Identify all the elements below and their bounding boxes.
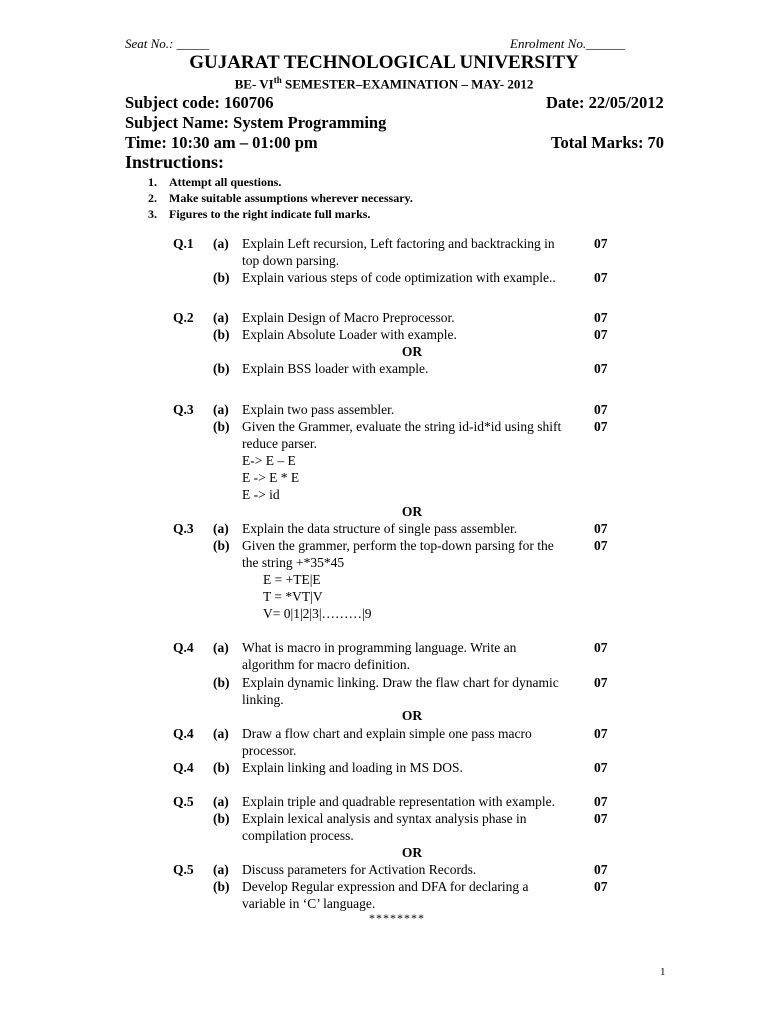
question-text: the string +*35*45 xyxy=(242,555,345,570)
grammar-rule: E -> id xyxy=(242,487,280,502)
grammar-rule: E-> E – E xyxy=(242,453,296,468)
university-title: GUJARAT TECHNOLOGICAL UNIVERSITY xyxy=(189,52,579,73)
instruction-num: 3. xyxy=(148,207,157,221)
question-text: Explain two pass assembler. xyxy=(242,402,395,417)
question-text: compilation process. xyxy=(242,828,354,843)
question-text: Develop Regular expression and DFA for declaring a xyxy=(242,879,529,894)
question-text: Explain Left recursion, Left factoring and backtracking in xyxy=(242,236,555,251)
part-label: (b) xyxy=(213,675,230,690)
part-label: (a) xyxy=(213,640,229,655)
question-text: Explain triple and quadrable representation with example. xyxy=(242,794,556,809)
grammar-rule: T = *VT|V xyxy=(263,589,323,604)
question-text: Given the grammer, perform the top-down parsing for the xyxy=(242,538,554,553)
question-number: Q.5 xyxy=(173,862,194,877)
question-number: Q.1 xyxy=(173,236,194,251)
question-text: Draw a flow chart and explain simple one pass macro xyxy=(242,726,532,741)
exam-suffix: SEMESTER–EXAMINATION – MAY- 2012 xyxy=(281,76,534,92)
question-text: Explain BSS loader with example. xyxy=(242,361,429,376)
question-text: processor. xyxy=(242,743,297,758)
question-text: Explain dynamic linking. Draw the flaw chart for dynamic xyxy=(242,675,559,690)
or-separator: OR xyxy=(401,344,423,359)
question-number: Q.4 xyxy=(173,640,194,655)
part-label: (a) xyxy=(213,862,229,877)
part-label: (b) xyxy=(213,760,230,775)
marks: 07 xyxy=(594,236,608,251)
instruction-text: Figures to the right indicate full marks. xyxy=(169,207,371,221)
marks: 07 xyxy=(594,794,608,809)
or-separator: OR xyxy=(401,708,423,723)
or-separator: OR xyxy=(401,504,423,519)
part-label: (b) xyxy=(213,811,230,826)
part-label: (b) xyxy=(213,270,230,285)
question-number: Q.3 xyxy=(173,521,194,536)
instruction-text: Attempt all questions. xyxy=(169,175,282,189)
marks: 07 xyxy=(594,862,608,877)
part-label: (a) xyxy=(213,236,229,251)
question-number: Q.4 xyxy=(173,726,194,741)
marks: 07 xyxy=(594,361,608,376)
grammar-rule: V= 0|1|2|3|………|9 xyxy=(263,606,372,621)
part-label: (b) xyxy=(213,327,230,342)
exam-time: Time: 10:30 am – 01:00 pm xyxy=(125,133,318,152)
part-label: (a) xyxy=(213,521,229,536)
question-text: algorithm for macro definition. xyxy=(242,657,410,672)
marks: 07 xyxy=(594,760,608,775)
question-text: Discuss parameters for Activation Records. xyxy=(242,862,477,877)
question-number: Q.3 xyxy=(173,402,194,417)
part-label: (b) xyxy=(213,879,230,894)
question-text: Explain Design of Macro Preprocessor. xyxy=(242,310,455,325)
marks: 07 xyxy=(594,640,608,655)
part-label: (b) xyxy=(213,361,230,376)
marks: 07 xyxy=(594,726,608,741)
part-label: (b) xyxy=(213,538,230,553)
question-number: Q.2 xyxy=(173,310,194,325)
question-text: Explain the data structure of single pass assembler. xyxy=(242,521,518,536)
instruction-num: 2. xyxy=(148,191,157,205)
grammar-rule: E -> E * E xyxy=(242,470,300,485)
marks: 07 xyxy=(594,538,608,553)
marks: 07 xyxy=(594,419,608,434)
exam-prefix: BE- VI xyxy=(234,76,274,92)
subject-code: Subject code: 160706 xyxy=(125,93,274,112)
instruction-text: Make suitable assumptions wherever necessary. xyxy=(169,191,413,205)
instructions-title: Instructions: xyxy=(125,152,225,172)
question-number: Q.4 xyxy=(173,760,194,775)
subject-name: Subject Name: System Programming xyxy=(125,113,387,132)
or-separator: OR xyxy=(401,845,423,860)
question-text: top down parsing. xyxy=(242,253,340,268)
part-label: (a) xyxy=(213,726,229,741)
marks: 07 xyxy=(594,327,608,342)
enrolment-number: Enrolment No.______ xyxy=(510,36,626,51)
question-text: Explain Absolute Loader with example. xyxy=(242,327,457,342)
grammar-rule: E = +TE|E xyxy=(263,572,321,587)
question-text: Explain various steps of code optimization with example.. xyxy=(242,270,556,285)
exam-title xyxy=(0,75,768,92)
exam-superscript: th xyxy=(273,75,282,85)
page-number: 1 xyxy=(660,966,666,978)
part-label: (b) xyxy=(213,419,230,434)
marks: 07 xyxy=(594,879,608,894)
question-text: What is macro in programming language. Write an xyxy=(242,640,517,655)
question-text: variable in ‘C’ language. xyxy=(242,896,376,911)
marks: 07 xyxy=(594,270,608,285)
marks: 07 xyxy=(594,402,608,417)
question-text: Explain linking and loading in MS DOS. xyxy=(242,760,463,775)
marks: 07 xyxy=(594,310,608,325)
question-text: reduce parser. xyxy=(242,436,317,451)
marks: 07 xyxy=(594,675,608,690)
question-text: Given the Grammer, evaluate the string id-id*id using shift xyxy=(242,419,562,434)
seat-number: Seat No.: _____ xyxy=(125,36,210,51)
part-label: (a) xyxy=(213,402,229,417)
marks: 07 xyxy=(594,811,608,826)
instruction-num: 1. xyxy=(148,175,157,189)
part-label: (a) xyxy=(213,310,229,325)
total-marks: Total Marks: 70 xyxy=(551,133,665,152)
question-text: Explain lexical analysis and syntax analysis phase in xyxy=(242,811,527,826)
marks: 07 xyxy=(594,521,608,536)
question-text: linking. xyxy=(242,692,284,707)
exam-date: Date: 22/05/2012 xyxy=(546,93,664,112)
part-label: (a) xyxy=(213,794,229,809)
end-marker: ******** xyxy=(369,911,425,925)
question-number: Q.5 xyxy=(173,794,194,809)
